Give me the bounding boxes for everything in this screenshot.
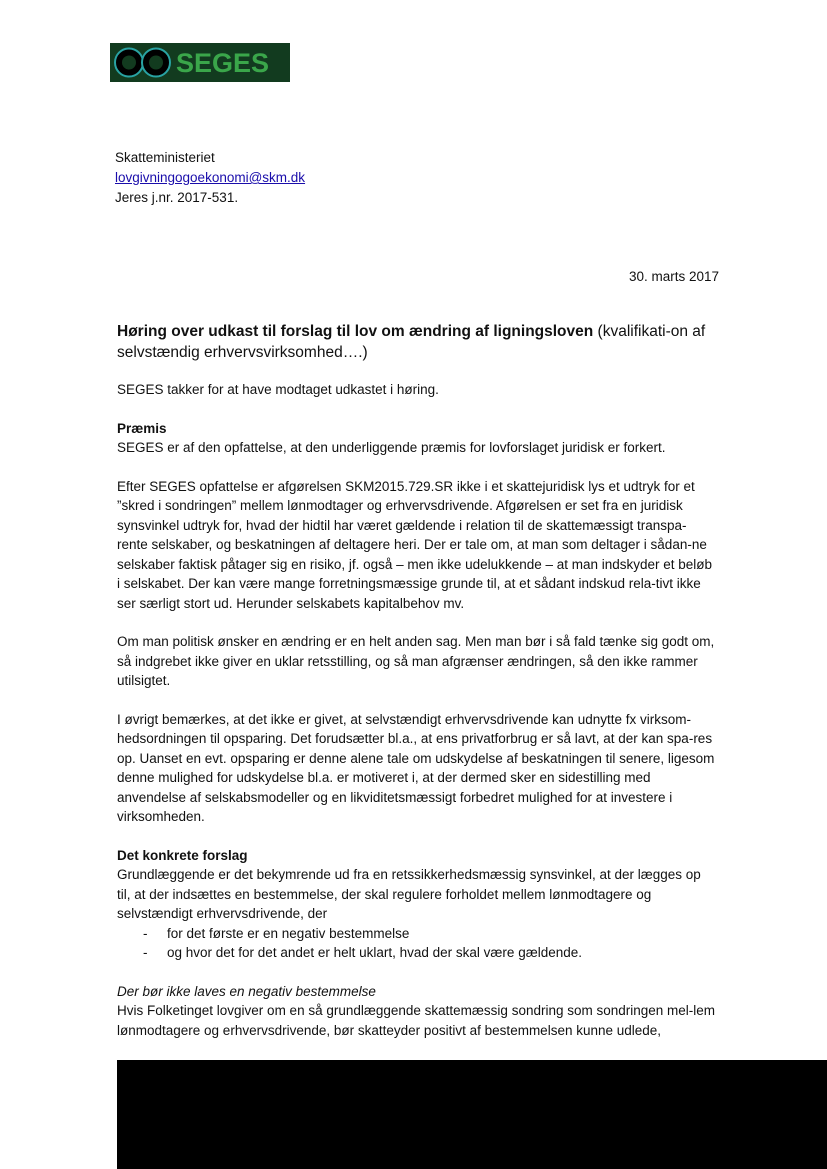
premis-paragraph-2: Om man politisk ønsker en ændring er en helt anden sag. Men man bør i så fald tænke sig godt om, så indgrebet ikke giver en uklar retsstilling, og så man afgrænser ændringen, så den ikke rammer utilsigtet.: [117, 634, 715, 688]
premis-paragraph-3: I øvrigt bemærkes, at det ikke er givet, at selvstændigt erhvervsdrivende kan udnytte fx virksom-hedsordningen til opsparing. Det forudsætter bl.a., at ens privatforbrug er så lavt, at der kan spa-res op. Uanset en evt. opsparing er denne alene tale om udskydelse af beskatningen til senere, ligesom denne mulighed for udskydelse bl.a. er motiveret i, at der dermed sker en sidestilling med anvendelse af selskabsmodeller og en likviditetsmæssigt forbedret mulighed for at investere i virksomheden.: [117, 711, 715, 824]
list-item: - og hvor det for det andet er helt uklart, hvad der skal være gældende.: [117, 943, 717, 963]
recipient-block: [115, 148, 305, 208]
intro-paragraph: SEGES takker for at have modtaget udkastet i høring.: [117, 382, 439, 397]
logo-ring-left-hole: [122, 56, 136, 70]
recipient-reference: Jeres j.nr. 2017-531.: [115, 190, 239, 205]
section-title-konkrete-forslag: Det konkrete forslag: [117, 847, 248, 863]
redaction-bar: [117, 1060, 827, 1169]
heading-rest: (kvalifikati-on af selvstændig erhvervsvirksomhed….): [117, 323, 706, 361]
konkrete-forslag-text: Grundlæggende er det bekymrende ud fra en retssikkerhedsmæssig synsvinkel, at der lægges op til, at der indsættes en bestemmelse, der skal regulere forholdet mellem lønmodtagere og selvstændigt erhvervsdrivende, der: [117, 867, 701, 921]
recipient-name: Skatteministeriet: [115, 150, 215, 165]
heading-bold: Høring over udkast til forslag til lov om ændring af ligningsloven: [117, 323, 594, 340]
premis-first-line: SEGES er af den opfattelse, at den underliggende præmis for lovforslaget juridisk er forkert.: [117, 440, 666, 455]
letter-body: [117, 321, 717, 1040]
letter-heading: [117, 321, 717, 363]
seges-logo-graphic: [110, 43, 290, 82]
logo-brand-text: SEGES: [176, 48, 270, 78]
logo-ring-right-hole: [149, 56, 163, 70]
section-title-negativ-bestemmelse: Der bør ikke laves en negativ bestemmelse: [117, 983, 376, 999]
letter-date: 30. marts 2017: [628, 269, 719, 284]
premis-paragraph-1: Efter SEGES opfattelse er afgørelsen SKM2015.729.SR ikke i et skattejuridisk lys et udtryk for et ”skred i sondringen” mellem lønmodtager og erhvervsdrivende. Afgørelsen er set fra en juridisk synsvinkel udtryk for, hvad der hidtil har været gældende i relation til de skattemæssigt transpa-rente selskaber, og beskatningen af deltagere heri. Der er tale om, at man som deltager i sådan-ne selskaber faktisk påtager sig en risiko, jf. også – men ikke udelukkende – at man indskyder et beløb i selskabet. Der kan være mange forretningsmæssige grunde til, at et sådant indskud rela-tivt ikke ser særligt stort ud. Herunder selskabets kapitalbehov mv.: [117, 478, 713, 611]
negativ-bestemmelse-text: Hvis Folketinget lovgiver om en så grundlæggende skattemæssig sondring som sondringen mel-lem lønmodtagere og erhvervsdrivende, bør skatteyder positivt af bestemmelsen kunne udlede,: [117, 1003, 716, 1038]
konkrete-forslag-list: [117, 924, 717, 963]
seges-logo: [110, 43, 290, 82]
list-item: - for det første er en negativ bestemmelse: [117, 924, 717, 944]
section-title-premis: Præmis: [117, 420, 167, 436]
recipient-email-link[interactable]: lovgivningogoekonomi@skm.dk: [115, 170, 306, 185]
